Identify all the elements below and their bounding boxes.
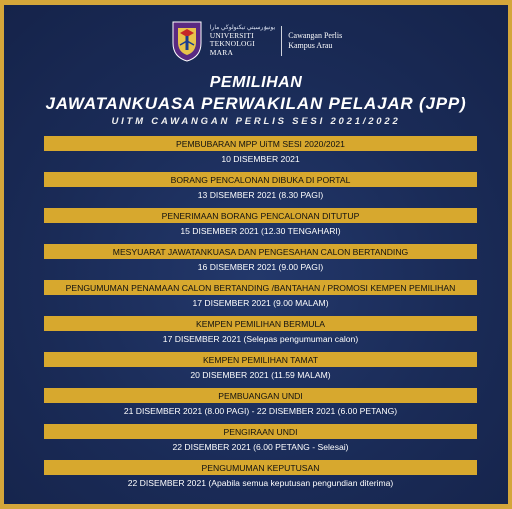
university-name-line3: MARA (209, 47, 234, 57)
schedule-item-label: KEMPEN PEMILIHAN BERMULA (44, 316, 477, 331)
university-name-line1: UNIVERSITI (209, 30, 254, 40)
schedule-item-label: PENGIRAAN UNDI (44, 424, 477, 439)
schedule-item (44, 280, 477, 311)
schedule-item (44, 208, 477, 239)
schedule-item (44, 352, 477, 383)
schedule-item (44, 244, 477, 275)
schedule-item-date: 22 DISEMBER 2021 (Apabila semua keputusan pengundian diterima) (127, 478, 394, 488)
campus-name-line2: Kampus Arau (288, 41, 333, 50)
university-name-line2: TEKNOLOGI (209, 39, 255, 49)
campus-name-line1: Cawangan Perlis (288, 31, 343, 40)
schedule-item-date: 22 DISEMBER 2021 (6.00 PETANG - Selesai) (172, 442, 349, 452)
schedule-item (44, 316, 477, 347)
schedule-item-date: 17 DISEMBER 2021 (9.00 MALAM) (192, 298, 329, 308)
campus-name (288, 31, 342, 51)
schedule-item-date: 15 DISEMBER 2021 (12.30 TENGAHARI) (180, 226, 341, 236)
schedule-item-label: MESYUARAT JAWATANKUASA DAN PENGESAHAN CALON BERTANDING (44, 244, 477, 259)
schedule-item-date: 20 DISEMBER 2021 (11.59 MALAM) (190, 370, 331, 380)
university-name (210, 25, 275, 58)
schedule-item-date: 16 DISEMBER 2021 (9.00 PAGI) (197, 262, 324, 272)
university-crest-icon (170, 19, 204, 63)
schedule-item (44, 172, 477, 203)
schedule-item-date: 10 DISEMBER 2021 (221, 154, 300, 164)
schedule-item-label: PENGUMUMAN PENAMAAN CALON BERTANDING /BANTAHAN / PROMOSI KEMPEN PEMILIHAN (44, 280, 477, 295)
schedule-item-label: PEMBUBARAN MPP UiTM SESI 2020/2021 (44, 136, 477, 151)
schedule-item-label: PENERIMAAN BORANG PENCALONAN DITUTUP (44, 208, 477, 223)
schedule-item-label: BORANG PENCALONAN DIBUKA DI PORTAL (44, 172, 477, 187)
schedule-item-date: 21 DISEMBER 2021 (8.00 PAGI) - 22 DISEMBER 2021 (6.00 PETANG) (123, 406, 398, 416)
schedule-item (44, 136, 477, 167)
schedule-list (44, 136, 477, 496)
schedule-item-label: PEMBUANGAN UNDI (44, 388, 477, 403)
schedule-item-date: 17 DISEMBER 2021 (Selepas pengumuman calon) (162, 334, 359, 344)
university-name-jawi: يونيۏرسيتي تيكنولوڬي مارا (209, 24, 276, 31)
schedule-item-label: PENGUMUMAN KEPUTUSAN (44, 460, 477, 475)
header-divider (281, 26, 282, 56)
schedule-item (44, 388, 477, 419)
title-line1: PEMILIHAN (209, 74, 303, 91)
schedule-item-label: KEMPEN PEMILIHAN TAMAT (44, 352, 477, 367)
schedule-item (44, 424, 477, 455)
title-line2: JAWATANKUASA PERWAKILAN PELAJAR (JPP) (45, 94, 467, 113)
schedule-item-date: 13 DISEMBER 2021 (8.30 PAGI) (197, 190, 324, 200)
header (4, 17, 508, 65)
schedule-item (44, 460, 477, 491)
title-line3: UITM CAWANGAN PERLIS SESI 2021/2022 (111, 116, 401, 127)
